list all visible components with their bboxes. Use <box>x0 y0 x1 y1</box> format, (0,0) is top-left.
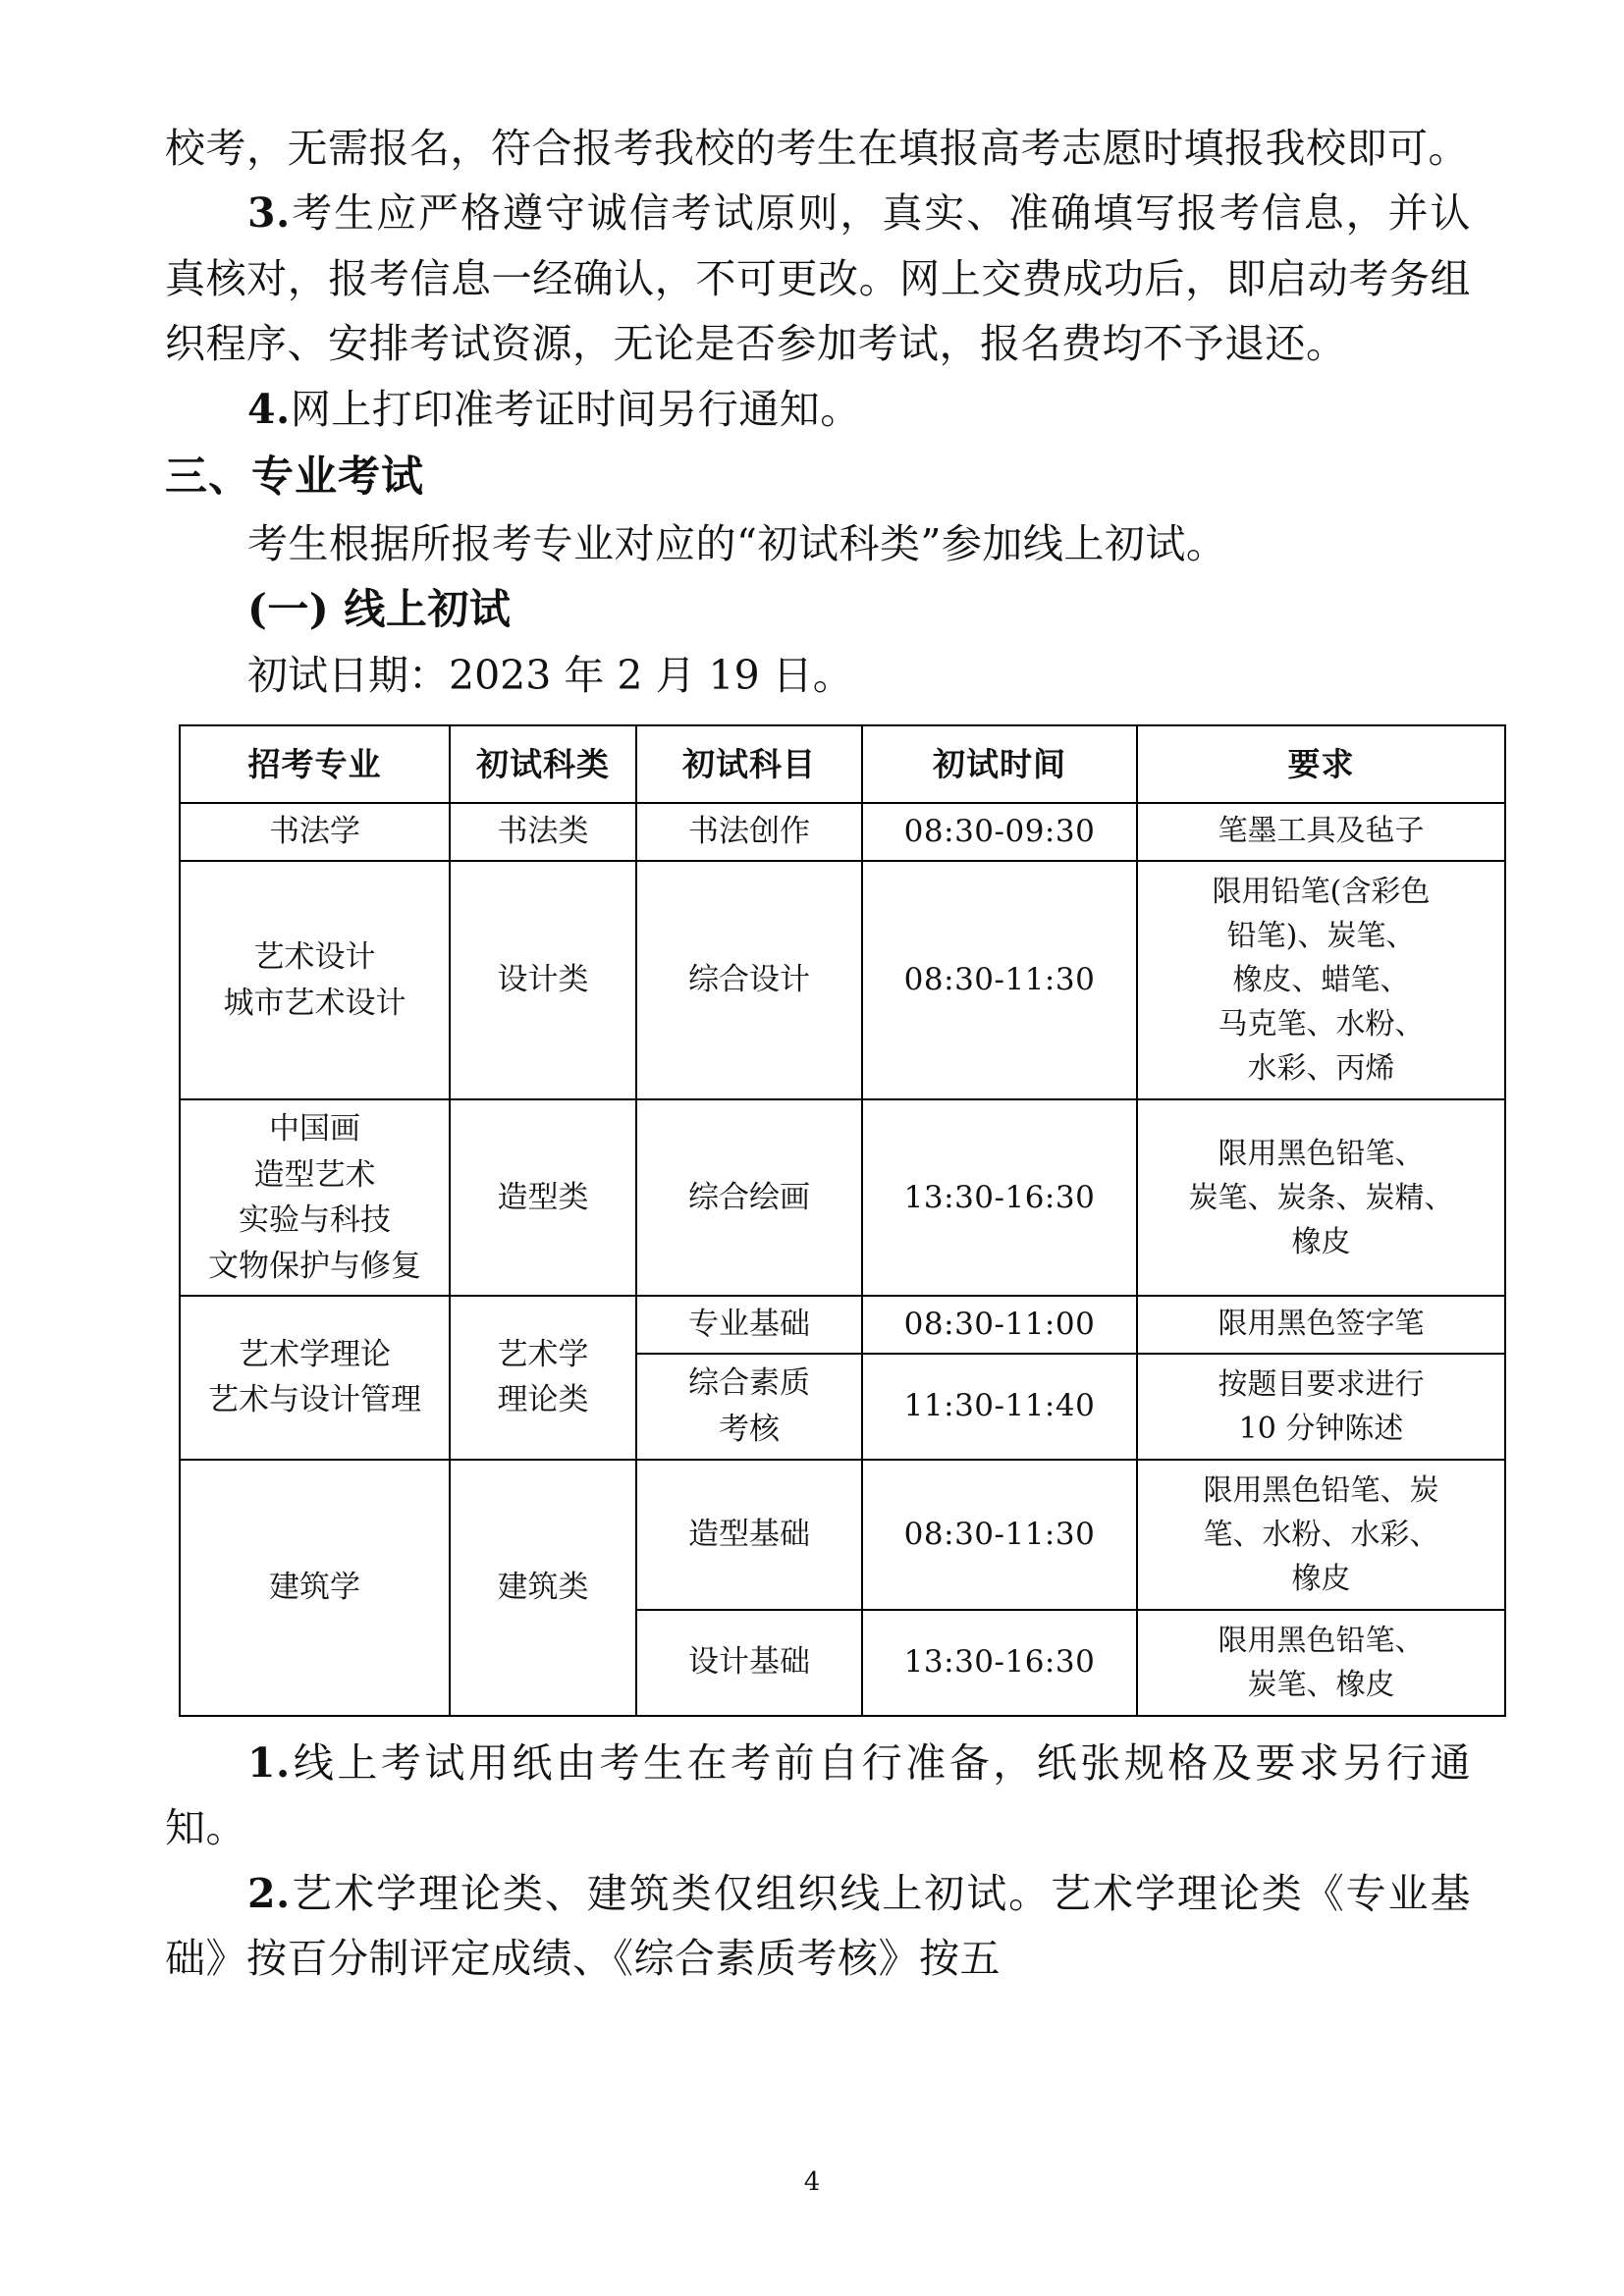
cell-subject-line: 专业基础 <box>688 1306 810 1342</box>
paragraph-item-4 <box>165 377 1471 442</box>
table-head <box>180 725 1505 804</box>
cell-subject-line: 考核 <box>719 1411 780 1447</box>
cell-requirement-line: 橡皮 <box>1291 1224 1351 1259</box>
table-row <box>180 1296 1505 1354</box>
cell-subject-line: 造型基础 <box>688 1516 810 1552</box>
section-heading-professional-exam: 三、专业考试 <box>165 453 424 503</box>
cell-requirement <box>1137 861 1505 1099</box>
cell-requirement-line: 限用黑色签字笔 <box>1218 1307 1425 1342</box>
cell-major-line: 艺术设计 <box>253 939 376 976</box>
cell-subject <box>636 1354 862 1460</box>
paragraph-note-2 <box>165 1861 1471 1992</box>
col-header-subject: 初试科目 <box>636 725 862 804</box>
cell-requirement <box>1137 1354 1505 1460</box>
cell-requirement <box>1137 803 1505 861</box>
cell-time: 11:30-11:40 <box>862 1354 1137 1460</box>
cell-requirement <box>1137 1296 1505 1354</box>
cell-major-line: 建筑学 <box>269 1569 360 1605</box>
cell-major-line: 造型艺术 <box>253 1156 376 1193</box>
cell-time: 08:30-09:30 <box>862 803 1137 861</box>
col-header-category: 初试科类 <box>450 725 636 804</box>
cell-requirement-line: 橡皮、蜡笔、 <box>1232 963 1410 998</box>
cell-requirement-line: 铅笔)、炭笔、 <box>1226 919 1416 954</box>
item-3-text: 考生应严格遵守诚信考试原则，真实、准确填写报考信息，并认真核对，报考信息一经确认，不可更改。网上交费成功后，即启动考务组织程序、安排考试资源，无论是否参加考试，报名费均不予退还。 <box>165 189 1471 368</box>
cell-subject <box>636 1099 862 1296</box>
cell-requirement <box>1137 1460 1505 1610</box>
cell-category-line: 设计类 <box>497 962 589 998</box>
cell-category-line: 艺术学 <box>497 1336 589 1372</box>
item-4-text: 网上打印准考证时间另行通知。 <box>290 385 861 433</box>
note-1-text: 线上考试用纸由考生在考前自行准备，纸张规格及要求另行通知。 <box>165 1738 1471 1852</box>
exam-date-line: 初试日期：2023 年 2 月 19 日。 <box>247 652 853 700</box>
cell-requirement <box>1137 1099 1505 1296</box>
paragraph-note-1 <box>165 1731 1471 1861</box>
cell-requirement-line: 限用黑色铅笔、 <box>1218 1623 1425 1658</box>
cell-major <box>180 803 450 861</box>
cell-requirement <box>1137 1610 1505 1716</box>
cell-requirement-line: 炭笔、炭条、炭精、 <box>1188 1180 1454 1215</box>
cell-category <box>450 1296 636 1460</box>
item-4-number: 4. <box>247 385 291 433</box>
cell-time: 13:30-16:30 <box>862 1610 1137 1716</box>
cell-major-line: 实验与科技 <box>239 1202 391 1239</box>
paragraph-continued: 校考，无需报名，符合报考我校的考生在填报高考志愿时填报我校即可。 <box>165 125 1469 172</box>
cell-category-line: 造型类 <box>497 1179 589 1215</box>
cell-category-line: 建筑类 <box>497 1569 589 1605</box>
cell-requirement-line: 马克笔、水粉、 <box>1218 1007 1425 1042</box>
cell-major <box>180 1460 450 1716</box>
subsection-heading-online-preliminary: (一) 线上初试 <box>247 585 512 634</box>
cell-major-line: 艺术学理论 <box>239 1336 391 1372</box>
note-2-number: 2. <box>247 1869 291 1917</box>
cell-major <box>180 1296 450 1460</box>
cell-subject <box>636 1296 862 1354</box>
cell-requirement-line: 笔、水粉、水彩、 <box>1203 1517 1439 1552</box>
cell-requirement-line: 炭笔、橡皮 <box>1247 1667 1395 1702</box>
cell-category-line: 理论类 <box>497 1382 589 1418</box>
cell-major-line: 城市艺术设计 <box>223 985 406 1021</box>
cell-category <box>450 861 636 1099</box>
paragraph-item-3 <box>165 181 1471 376</box>
cell-category-line: 书法类 <box>497 814 589 850</box>
note-1-number: 1. <box>247 1738 291 1787</box>
cell-major-line: 中国画 <box>269 1111 360 1148</box>
cell-subject-line: 综合素质 <box>688 1365 810 1402</box>
cell-major-line: 书法学 <box>269 814 360 850</box>
cell-time: 08:30-11:00 <box>862 1296 1137 1354</box>
exam-schedule-table-wrap <box>179 724 1455 1717</box>
cell-time: 08:30-11:30 <box>862 861 1137 1099</box>
table-row <box>180 1460 1505 1610</box>
cell-category <box>450 803 636 861</box>
col-header-major: 招考专业 <box>180 725 450 804</box>
cell-subject <box>636 803 862 861</box>
cell-requirement-line: 10 分钟陈述 <box>1238 1411 1404 1446</box>
table-row <box>180 861 1505 1099</box>
table-header-row <box>180 725 1505 804</box>
cell-requirement-line: 限用铅笔(含彩色 <box>1212 875 1431 910</box>
cell-time: 13:30-16:30 <box>862 1099 1137 1296</box>
cell-subject-line: 综合设计 <box>688 962 810 998</box>
cell-requirement-line: 笔墨工具及毡子 <box>1218 814 1425 849</box>
page-number: 4 <box>803 2167 821 2197</box>
cell-major <box>180 1099 450 1296</box>
cell-subject <box>636 861 862 1099</box>
exam-schedule-table <box>179 724 1506 1717</box>
cell-requirement-line: 限用黑色铅笔、炭 <box>1203 1472 1439 1508</box>
cell-subject <box>636 1610 862 1716</box>
cell-subject-line: 设计基础 <box>688 1644 810 1681</box>
table-row <box>180 1099 1505 1296</box>
table-row <box>180 803 1505 861</box>
cell-major-line: 艺术与设计管理 <box>208 1382 421 1418</box>
cell-requirement-line: 按题目要求进行 <box>1218 1366 1425 1402</box>
cell-requirement-line: 水彩、丙烯 <box>1247 1051 1395 1087</box>
col-header-time: 初试时间 <box>862 725 1137 804</box>
cell-subject <box>636 1460 862 1610</box>
cell-subject-line: 综合绘画 <box>688 1179 810 1215</box>
cell-major-line: 文物保护与修复 <box>208 1248 421 1284</box>
cell-subject-line: 书法创作 <box>688 814 810 850</box>
cell-time: 08:30-11:30 <box>862 1460 1137 1610</box>
page-content <box>165 116 1471 1991</box>
col-header-requirement: 要求 <box>1137 725 1505 804</box>
cell-requirement-line: 橡皮 <box>1291 1561 1351 1596</box>
item-3-number: 3. <box>247 189 291 238</box>
cell-category <box>450 1460 636 1716</box>
cell-major <box>180 861 450 1099</box>
note-2-text: 艺术学理论类、建筑类仅组织线上初试。艺术学理论类《专业基础》按百分制评定成绩、《综合素质考核》按五 <box>165 1869 1471 1983</box>
cell-requirement-line: 限用黑色铅笔、 <box>1218 1136 1425 1171</box>
section-intro-text: 考生根据所报考专业对应的“初试科类”参加线上初试。 <box>247 519 1227 567</box>
cell-category <box>450 1099 636 1296</box>
table-body <box>180 803 1505 1716</box>
